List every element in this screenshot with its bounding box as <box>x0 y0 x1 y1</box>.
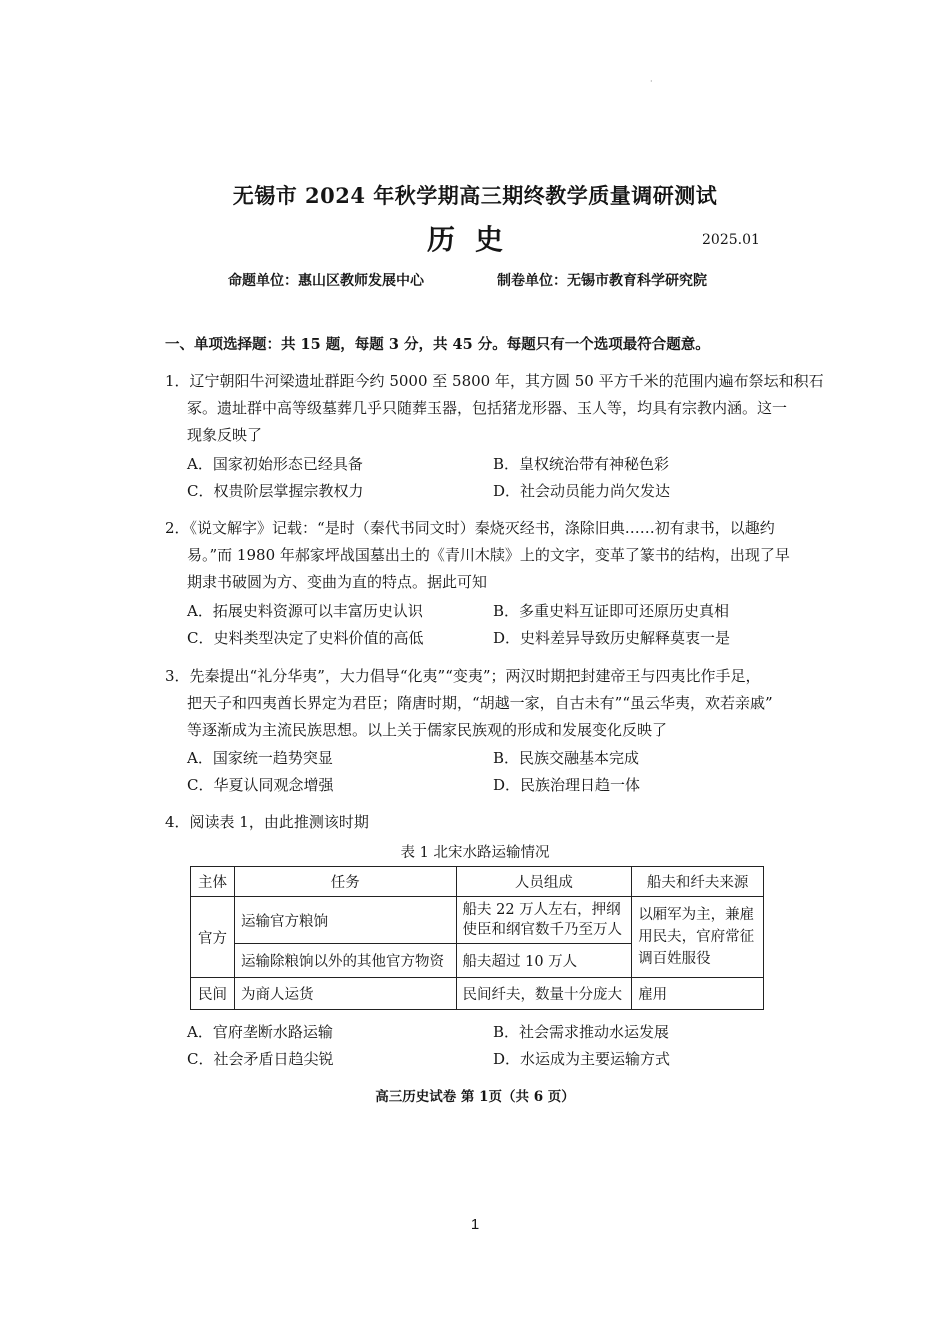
table-caption: 表 1 北宋水路运输情况 <box>400 845 550 861</box>
q1-stem-line-1: 1．辽宁朝阳牛河梁遗址群距今约 5000 至 5800 年，其方圆 50 平方千米的范围内遍布祭坛和积石 <box>165 372 824 390</box>
q3-stem-line-3: 等逐渐成为主流民族思想。以上关于儒家民族观的形成和发展变化反映了 <box>187 721 668 739</box>
cell-source-official: 以厢军为主，兼雇用民夫，官府常征调百姓服役 <box>632 897 764 978</box>
q1-stem-line-2: 冢。遗址群中高等级墓葬几乎只随葬玉器，包括猪龙形器、玉人等，均具有宗教内涵。这一 <box>187 399 788 417</box>
q2-option-c: C．史料类型决定了史料价值的高低 <box>187 629 424 647</box>
cell-staff-2: 船夫超过 10 万人 <box>456 944 632 978</box>
header-subject: 主体 <box>191 867 235 897</box>
exam-title: 无锡市 2024 年秋学期高三期终教学质量调研测试 <box>232 183 718 208</box>
q1-stem-line-3: 现象反映了 <box>187 426 263 444</box>
producer-unit: 制卷单位：无锡市教育科学研究院 <box>497 273 707 289</box>
q4-stem: 4．阅读表 1，由此推测该时期 <box>165 813 369 831</box>
q1-option-d: D．社会动员能力尚欠发达 <box>493 482 671 500</box>
q4-option-a: A．官府垄断水路运输 <box>187 1023 333 1041</box>
scan-speck: · <box>650 77 653 86</box>
q4-option-d: D．水运成为主要运输方式 <box>493 1050 671 1068</box>
cell-task-2: 运输除粮饷以外的其他官方物资 <box>234 944 456 978</box>
q3-option-d: D．民族治理日趋一体 <box>493 776 641 794</box>
q3-option-c: C．华夏认同观念增强 <box>187 776 334 794</box>
q2-option-b: B．多重史料互证即可还原历史真相 <box>493 602 730 620</box>
q3-option-b: B．民族交融基本完成 <box>493 749 640 767</box>
q3-option-a: A．国家统一趋势突显 <box>187 749 333 767</box>
subject-title: 历史 <box>426 223 523 256</box>
page-number: 1 <box>470 1216 480 1233</box>
q2-stem-line-1: 2．《说文解字》记载：“是时（秦代书同文时）秦烧灭经书，涤除旧典……初有隶书，以趣约 <box>165 519 775 537</box>
q2-stem-line-3: 期隶书破圆为方、变曲为直的特点。据此可知 <box>187 573 488 591</box>
page-footer: 高三历史试卷 第 1页（共 6 页） <box>375 1089 575 1105</box>
q4-option-b: B．社会需求推动水运发展 <box>493 1023 670 1041</box>
q3-stem-line-2: 把天子和四夷酋长界定为君臣；隋唐时期，“胡越一家，自古未有”“虽云华夷，欢若亲戚” <box>187 694 773 712</box>
table-header-row <box>191 867 764 897</box>
header-source: 船夫和纤夫来源 <box>632 867 764 897</box>
cell-civil: 民间 <box>191 978 235 1010</box>
header-staff: 人员组成 <box>456 867 632 897</box>
q1-option-c: C．权贵阶层掌握宗教权力 <box>187 482 364 500</box>
cell-staff-3: 民间纤夫，数量十分庞大 <box>456 978 632 1010</box>
cell-task-1: 运输官方粮饷 <box>234 897 456 944</box>
transport-table <box>190 866 764 1010</box>
exam-date: 2025.01 <box>702 232 760 248</box>
q3-stem-line-1: 3．先秦提出“礼分华夷”，大力倡导“化夷”“变夷”；两汉时期把封建帝王与四夷比作手足， <box>165 667 761 685</box>
q1-option-a: A．国家初始形态已经具备 <box>187 455 363 473</box>
q1-option-b: B．皇权统治带有神秘色彩 <box>493 455 670 473</box>
table-row <box>191 897 764 944</box>
cell-task-3: 为商人运货 <box>234 978 456 1010</box>
section-heading: 一、单项选择题：共 15 题，每题 3 分，共 45 分。每题只有一个选项最符合题意。 <box>165 336 710 353</box>
header-task: 任务 <box>234 867 456 897</box>
proposer-unit: 命题单位：惠山区教师发展中心 <box>228 273 424 289</box>
q4-option-c: C．社会矛盾日趋尖锐 <box>187 1050 334 1068</box>
q2-option-d: D．史料差异导致历史解释莫衷一是 <box>493 629 731 647</box>
cell-official: 官方 <box>191 897 235 978</box>
cell-staff-1: 船夫 22 万人左右，押纲使臣和纲官数千乃至万人 <box>456 897 632 944</box>
q2-stem-line-2: 易。”而 1980 年郝家坪战国墓出土的《青川木牍》上的文字，变革了篆书的结构，出现了早 <box>187 546 790 564</box>
cell-source-civil: 雇用 <box>632 978 764 1010</box>
table-row <box>191 978 764 1010</box>
q2-option-a: A．拓展史料资源可以丰富历史认识 <box>187 602 423 620</box>
